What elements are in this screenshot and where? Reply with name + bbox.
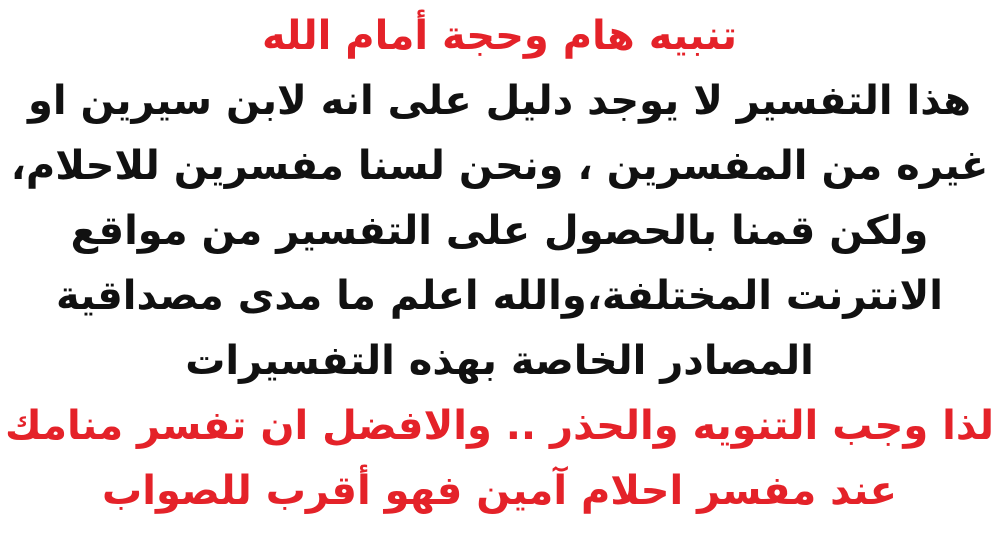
notice-body-line-5: المصادر الخاصة بهذه التفسيرات (185, 338, 814, 384)
notice-body-line-4: الانترنت المختلفة،والله اعلم ما مدى مصداقية (56, 273, 943, 319)
notice-heading: تنبيه هام وحجة أمام الله (262, 13, 737, 59)
notice-warning-line-2: عند مفسر احلام آمين فهو أقرب للصواب (102, 468, 897, 514)
notice-body-line-3: ولكن قمنا بالحصول على التفسير من مواقع (70, 208, 929, 254)
notice-warning-line-1: لذا وجب التنويه والحذر .. والافضل ان تفسر منامك (4, 403, 994, 449)
notice-body-line-1: هذا التفسير لا يوجد دليل على انه لابن سيرين او (27, 78, 972, 124)
notice-body-line-2: غيره من المفسرين ، ونحن لسنا مفسرين للاحلام، (10, 143, 989, 189)
